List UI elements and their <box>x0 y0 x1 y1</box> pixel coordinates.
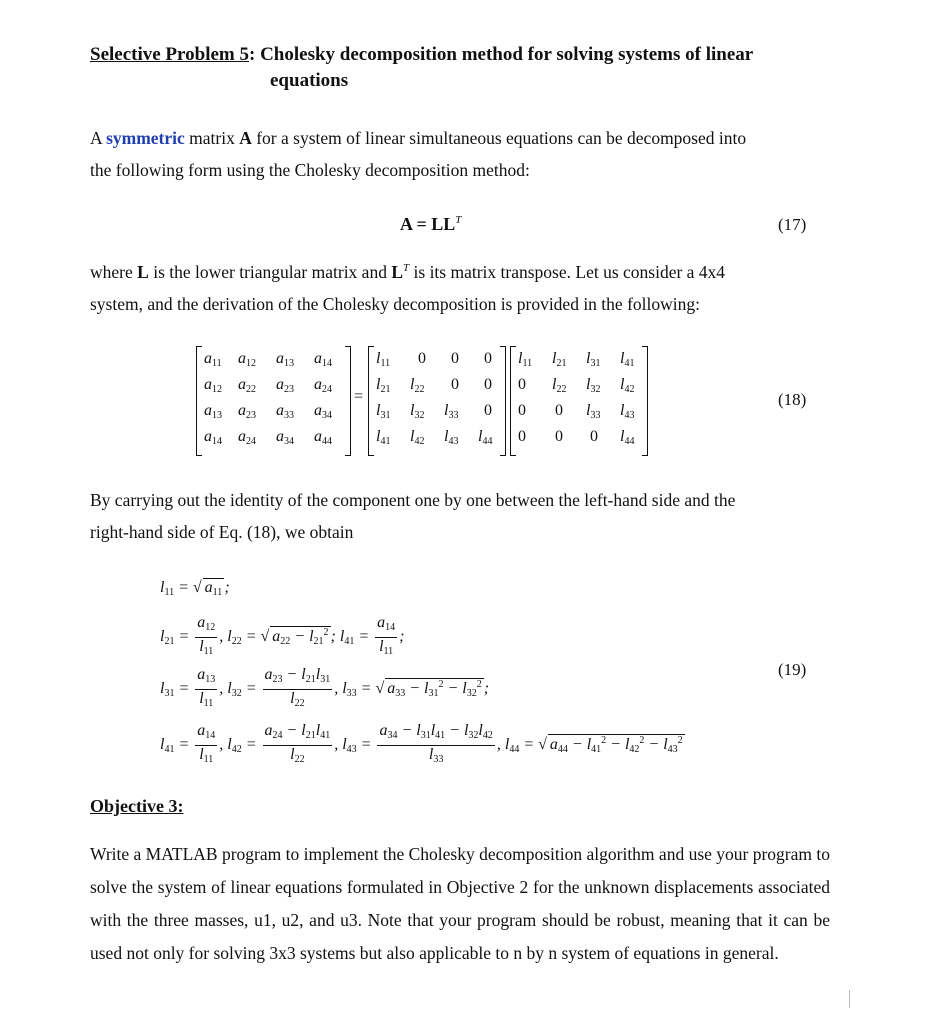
matrix-entry: $l_{33}$ <box>444 402 459 421</box>
where-sup: T <box>403 262 410 274</box>
matrix-entry: 0 <box>555 402 563 419</box>
matrix-entry: $l_{33}$ <box>586 402 601 421</box>
problem-title-text: : Cholesky decomposition method for solving systems of linear <box>249 44 754 65</box>
eq18-number: (18) <box>778 390 807 409</box>
matrix-entry: 0 <box>555 428 563 445</box>
matrix-entry: 0 <box>484 402 492 419</box>
matrix-entry: 0 <box>451 376 459 393</box>
intro-text: for a system of linear simultaneous equations can be decomposed into <box>251 128 747 148</box>
text-cursor <box>849 990 850 1008</box>
eq19-line1: $l_{11}$ = √ $a_{11}$ ; <box>160 579 230 598</box>
identity-line1: By carrying out the identity of the component one by one between the left-hand side and the <box>90 490 736 510</box>
matrix-entry: $a_{24}$ <box>314 376 332 395</box>
matrix-entry: $l_{31}$ <box>376 402 391 421</box>
eq19-number: (19) <box>778 660 807 679</box>
matrix-entry: $l_{31}$ <box>586 350 601 369</box>
matrix-entry: $a_{13}$ <box>276 350 294 369</box>
matrix-entry: $l_{43}$ <box>444 428 459 447</box>
matrix-entry: $l_{44}$ <box>620 428 635 447</box>
matrix-entry: $a_{14}$ <box>204 428 222 447</box>
identity-paragraph <box>90 484 735 548</box>
matrix-entry: $a_{23}$ <box>276 376 294 395</box>
matrix-entry: 0 <box>590 428 598 445</box>
problem-label: Selective Problem 5 <box>90 44 249 65</box>
where-text: where <box>90 261 138 282</box>
equals-sign: = <box>354 388 364 405</box>
matrix-entry: $l_{22}$ <box>552 376 567 395</box>
bracket-right <box>345 346 351 456</box>
eq19-line2: $l_{21}$ = $\frac{a_{12}}{l_{11}}$ , $l_{22}$ = √ $a_{22} - l_{21}^2$ ; $l_{41}$ = $\frac{a_{14}}{l_{11}}$ ; <box>160 614 405 657</box>
matrix-entry: 0 <box>518 428 526 445</box>
matrix-entry: $l_{22}$ <box>410 376 425 395</box>
matrix-entry: $l_{43}$ <box>620 402 635 421</box>
matrix-entry: 0 <box>484 350 492 367</box>
matrix-entry: 0 <box>484 376 492 393</box>
matrix-entry: $a_{33}$ <box>276 402 294 421</box>
objective-heading-colon: : <box>177 796 184 816</box>
intro-text: matrix <box>184 128 240 148</box>
bracket-left <box>510 346 516 456</box>
eq17-text: A = LL <box>400 214 456 234</box>
bracket-right <box>500 346 506 456</box>
matrix-entry: $l_{42}$ <box>410 428 425 447</box>
matrix-entry: $a_{34}$ <box>314 402 332 421</box>
matrix-entry: 0 <box>418 350 426 367</box>
matrix-L: L <box>137 261 149 282</box>
matrix-entry: $l_{11}$ <box>376 350 391 369</box>
objective-heading-text: Objective 3 <box>90 796 178 816</box>
where-line2: system, and the derivation of the Cholesky decomposition is provided in the following: <box>90 293 700 314</box>
identity-line2: right-hand side of Eq. (18), we obtain <box>90 522 354 542</box>
matrix-entry: $a_{14}$ <box>314 350 332 369</box>
intro-text: A <box>90 128 107 148</box>
bracket-left <box>196 346 202 456</box>
symmetric-keyword: symmetric <box>106 128 185 148</box>
matrix-entry: $a_{12}$ <box>204 376 222 395</box>
where-text: is its matrix transpose. Let us consider a 4x4 <box>409 261 726 282</box>
eq17-number: (17) <box>778 215 807 234</box>
matrix-entry: $a_{34}$ <box>276 428 294 447</box>
matrix-entry: $l_{32}$ <box>410 402 425 421</box>
objective-body: Write a MATLAB program to implement the Cholesky decomposition algorithm and use your program to solve the system of linear equations formulated in Objective 2 for the unknown displacements associated with the three masses, u1, u2, and u3. Note that your program should be robust, meaning that it can be used not only for solving 3x3 systems but also applicable to n by n system of equations in general. <box>90 844 830 963</box>
matrix-entry: $a_{12}$ <box>238 350 256 369</box>
where-text: is the lower triangular matrix and <box>148 261 392 282</box>
eq17-sup: T <box>455 214 462 226</box>
eq19-line3: $l_{31}$ = $\frac{a_{13}}{l_{11}}$ , $l_{32}$ = $\frac{a_{23} - l_{21}l_{31}}{l_{22}}$ , $l_{33}$ = √ $a_{33} - l_{31}^2 - l_{32}^2$ ; <box>160 666 490 709</box>
matrix-entry: 0 <box>518 402 526 419</box>
matrix-entry: $a_{22}$ <box>238 376 256 395</box>
matrix-entry: $l_{11}$ <box>518 350 533 369</box>
matrix-entry: $a_{11}$ <box>204 350 222 369</box>
objective-heading <box>90 796 183 817</box>
matrix-entry: $l_{41}$ <box>376 428 391 447</box>
matrix-entry: $a_{24}$ <box>238 428 256 447</box>
matrix-entry: $a_{23}$ <box>238 402 256 421</box>
intro-line2: the following form using the Cholesky decomposition method: <box>90 160 530 180</box>
problem-title-line2: equations <box>270 70 349 91</box>
matrix-entry: $l_{41}$ <box>620 350 635 369</box>
bracket-right <box>642 346 648 456</box>
matrix-A: A <box>239 128 252 148</box>
matrix-entry: $l_{44}$ <box>478 428 493 447</box>
bracket-left <box>368 346 374 456</box>
matrix-LT: L <box>391 261 404 282</box>
matrix-entry: $a_{13}$ <box>204 402 222 421</box>
matrix-entry: $l_{21}$ <box>376 376 391 395</box>
matrix-entry: 0 <box>451 350 459 367</box>
eq19-line4: $l_{41}$ = $\frac{a_{14}}{l_{11}}$ , $l_{42}$ = $\frac{a_{24} - l_{21}l_{41}}{l_{22}}$ , $l_{43}$ = $\frac{a_{34} - l_{31}l_{41} - l_{32}l_{42}}{l_{33}}$ , $l_{44}$ = √ $a_{44} - l_{41}^2 - l_{42}^2 - l_{43}^2$ <box>160 722 683 765</box>
matrix-entry: $l_{21}$ <box>552 350 567 369</box>
matrix-entry: $l_{42}$ <box>620 376 635 395</box>
matrix-entry: 0 <box>518 376 526 393</box>
matrix-entry: $l_{32}$ <box>586 376 601 395</box>
matrix-entry: $a_{44}$ <box>314 428 332 447</box>
